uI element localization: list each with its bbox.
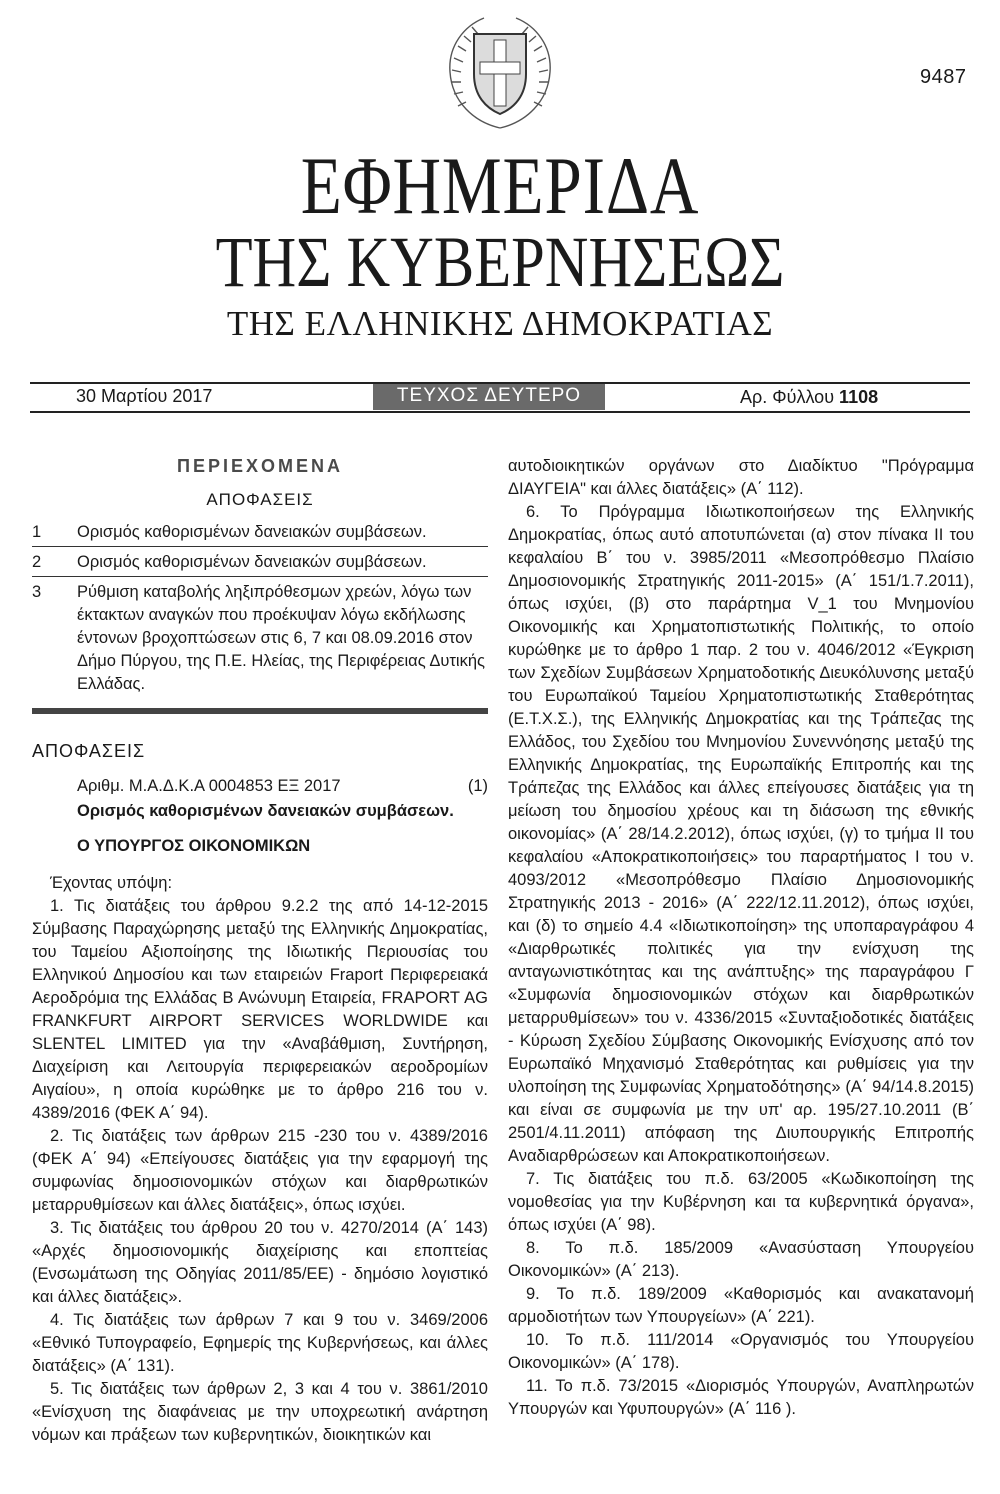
contents-item-number: 3 <box>32 583 42 601</box>
contents-item[interactable] <box>32 551 488 577</box>
masthead-subtitle: ΤΗΣ ΚΥΒΕΡΝΗΣΕΩΣ <box>215 222 785 302</box>
contents-subtitle: ΑΠΟΦΑΣΕΙΣ <box>206 490 314 509</box>
decision-paragraph: 3. Τις διατάξεις του άρθρου 20 του ν. 4270/2014 (Α΄ 143) «Αρχές δημοσιονομικής διαχείρισης και εποπτείας (Ενσωμάτωση της Οδηγίας 2011/85/ΕΕ) - δημόσιο λογιστικό και άλλες διατάξεις». <box>32 1219 488 1306</box>
decision-paragraph: 8. Το π.δ. 185/2009 «Ανασύσταση Υπουργείου Οικονομικών» (Α΄ 213). <box>508 1239 974 1280</box>
decision-paragraph: 11. Το π.δ. 73/2015 «Διορισμός Υπουργών, Αναπληρωτών Υπουργών και Υφυπουργών» (Α΄ 116 ). <box>508 1377 974 1418</box>
masthead-republic: ΤΗΣ ΕΛΛΗΝΙΚΗΣ ΔΗΜΟΚΡΑΤΙΑΣ <box>226 304 774 343</box>
decision-paragraph: 1. Τις διατάξεις του άρθρου 9.2.2 της από 14-12-2015 Σύμβασης Παραχώρησης μεταξύ της Ελληνικής Δημοκρατίας, του Ταμείου Αξιοποίησης της Ιδιωτικής Περιουσίας του Ελληνικού Δημοσίου και των εταιρειών Fraport Περιφερειακά Αεροδρόμια της Ελλάδας Β Ανώνυμη Εταιρεία, FRAPORT AG FRANKFURT AIRPORT SERVICES WORLDWIDE και SLENTEL LIMITED για την «Αναβάθμιση, Συντήρηση, Διαχείριση και Λειτουργία περιφερειακών αεροδρομίων Αιγαίου», η οποία κυρώθηκε με το άρθρο 216 του ν. 4389/2016 (ΦΕΚ Α΄ 94). <box>32 897 488 1122</box>
greek-coat-of-arms-emblem <box>444 10 556 132</box>
contents-item[interactable] <box>32 521 488 547</box>
decision-paragraph: 5. Τις διατάξεις των άρθρων 2, 3 και 4 του ν. 3861/2010 «Ενίσχυση της διαφάνειας με την υποχρεωτική ανάρτηση νόμων και πράξεων των κυβερνητικών, διοικητικών και <box>32 1380 488 1444</box>
decision-paragraph: 9. Το π.δ. 189/2009 «Καθορισμός και ανακατανομή αρμοδιοτήτων των Υπουργείων» (Α΄ 221). <box>508 1285 974 1326</box>
page-number: 9487 <box>920 66 967 88</box>
decision-ordinal: (1) <box>467 777 488 795</box>
decision-reference <box>32 775 488 798</box>
decision-authority: Ο ΥΠΟΥΡΓΟΣ ΟΙΚΟΝΟΜΙΚΩΝ <box>77 837 311 855</box>
decision-paragraph: 10. Το π.δ. 111/2014 «Οργανισμός του Υπουργείου Οικονομικών» (Α΄ 178). <box>508 1331 974 1372</box>
decision-paragraph: 4. Τις διατάξεις των άρθρων 7 και 9 του ν. 3469/2006 «Εθνικό Τυπογραφείο, Εφημερίς της Κυβερνήσεως, και άλλες διατάξεις» (Α΄ 131). <box>32 1311 488 1375</box>
sheet-number <box>740 387 878 408</box>
contents-title: ΠΕΡΙΕΧΟΜΕΝΑ <box>176 456 344 476</box>
masthead-title: ΕΦΗΜΕΡΙΔΑ <box>300 140 700 231</box>
decision-intro: Έχοντας υπόψη: <box>50 874 173 892</box>
header-rule-bottom <box>30 411 970 413</box>
contents-item-text: Ορισμός καθορισμένων δανειακών συμβάσεων. <box>77 553 427 571</box>
sheet-number-value: 1108 <box>839 387 879 407</box>
issue-type: ΤΕΥΧΟΣ ΔΕΥΤΕΡΟ <box>396 385 582 406</box>
contents-item-text: Ρύθμιση καταβολής ληξιπρόθεσμων χρεών, λόγω των έκτακτων αναγκών που προέκυψαν λόγω εκδήλωσης έντονων βροχοπτώσεων στις 6, 7 και 08.09.2016 στον Δήμο Πύργου, της Π.Ε. Ηλείας, της Περιφέρειας Δυτικής Ελλάδας. <box>77 583 485 693</box>
decisions-heading: ΑΠΟΦΑΣΕΙΣ <box>32 741 146 761</box>
decision-paragraph: 2. Τις διατάξεις των άρθρων 215 -230 του ν. 4389/2016 (ΦΕΚ Α΄ 94) «Επείγουσες διατάξεις για την εφαρμογή της συμφωνίας δημοσιονομικών στόχων και διαρθρωτικών μεταρρυθμίσεων και άλλες διατάξεις», όπως ισχύει. <box>32 1127 488 1214</box>
left-column <box>32 455 488 1447</box>
decision-paragraph: 7. Τις διατάξεις του π.δ. 63/2005 «Κωδικοποίηση της νομοθεσίας για την Κυβέρνηση και τα κυβερνητικά όργανα», όπως ισχύει (Α΄ 98). <box>508 1170 974 1234</box>
contents-item[interactable] <box>32 581 488 696</box>
decision-paragraph-continuation: αυτοδιοικητικών οργάνων στο Διαδίκτυο "Πρόγραμμα ΔΙΑΥΓΕΙΑ" και άλλες διατάξεις» (Α΄ 112). <box>508 457 974 498</box>
sheet-label: Αρ. Φύλλου <box>740 387 840 407</box>
contents-item-number: 2 <box>32 553 42 571</box>
contents-item-number: 1 <box>32 523 42 541</box>
section-divider <box>32 708 488 714</box>
decision-ref-number: Αριθμ. Μ.Α.Δ.Κ.Α 0004853 ΕΞ 2017 <box>77 777 341 795</box>
contents-item-text: Ορισμός καθορισμένων δανειακών συμβάσεων. <box>77 523 427 541</box>
issue-date: 30 Μαρτίου 2017 <box>76 386 213 406</box>
decision-title: Ορισμός καθορισμένων δανειακών συμβάσεων. <box>77 802 454 820</box>
decision-paragraph: 6. Το Πρόγραμμα Ιδιωτικοποιήσεων της Ελληνικής Δημοκρατίας, όπως αυτό αποτυπώνεται (α) στον πίνακα ΙΙ του κεφαλαίου Β΄ του ν. 3985/2011 «Μεσοπρόθεσμο Πλαίσιο Δημοσιονομικής Στρατηγικής 2011-2015» (Α΄ 151/1.7.2011), όπως ισχύει, (β) στο παράρτημα V_1 του Μνημονίου Οικονομικής και Χρηματοπιστωτικής Πολιτικής, το οποίο κυρώθηκε με το άρθρο 1 παρ. 2 του ν. 4046/2012 «Έγκριση των Σχεδίων Συμβάσεων Χρηματοδοτικής Διευκόλυνσης μεταξύ του Ευρωπαϊκού Ταμείου Χρηματοπιστωτικής Σταθερότητας (Ε.Τ.Χ.Σ.), της Ελληνικής Δημοκρατίας και της Τράπεζας της Ελλάδος, του Σχεδίου του Μνημονίου Συνεννόησης μεταξύ της Ελληνικής Δημοκρατίας, της Ευρωπαϊκής Επιτροπής και της Τράπεζας της Ελλάδος και άλλες επείγουσες διατάξεις για τη μείωση του δημοσίου χρέους και τη διάσωση της εθνικής οικονομίας» (Α΄ 28/14.2.2012), όπως ισχύει, (γ) το τμήμα ΙΙ του κεφαλαίου «Αποκρατικοποιήσεις» του παραρτήματος Ι του ν. 4093/2012 «Μεσοπρόθεσμο Πλαίσιο Δημοσιονομικής Στρατηγικής 2013 - 2016» (Α΄ 222/12.11.2012), όπως ισχύει, και (δ) το σημείο 4.4 «Ιδιωτικοποίηση» της υποπαραγράφου 4 «Διαρθρωτικές πολιτικές για την ενίσχυση της ανταγωνιστικότητας και της ανάπτυξης» της παραγράφου Γ «Συμφωνία δημοσιονομικών στόχων και διαρθρωτικών μεταρρυθμίσεων» του ν. 4336/2015 «Συνταξιοδοτικές διατάξεις - Κύρωση Σχεδίου Σύμβασης Οικονομικής Ενίσχυσης από τον Ευρωπαϊκό Μηχανισμό Σταθερότητας και ρυθμίσεις για την υλοποίηση της Συμφωνίας Χρηματοδότησης» (Α΄ 94/14.8.2015) και είναι σε συμφωνία με την υπ' αρ. 195/27.10.2011 (Β΄ 2501/4.11.2011) απόφαση της Διυπουργικής Επιτροπής Αναδιαρθρώσεων και Αποκρατικοποιήσεων. <box>508 503 974 1165</box>
right-column <box>508 455 974 1421</box>
